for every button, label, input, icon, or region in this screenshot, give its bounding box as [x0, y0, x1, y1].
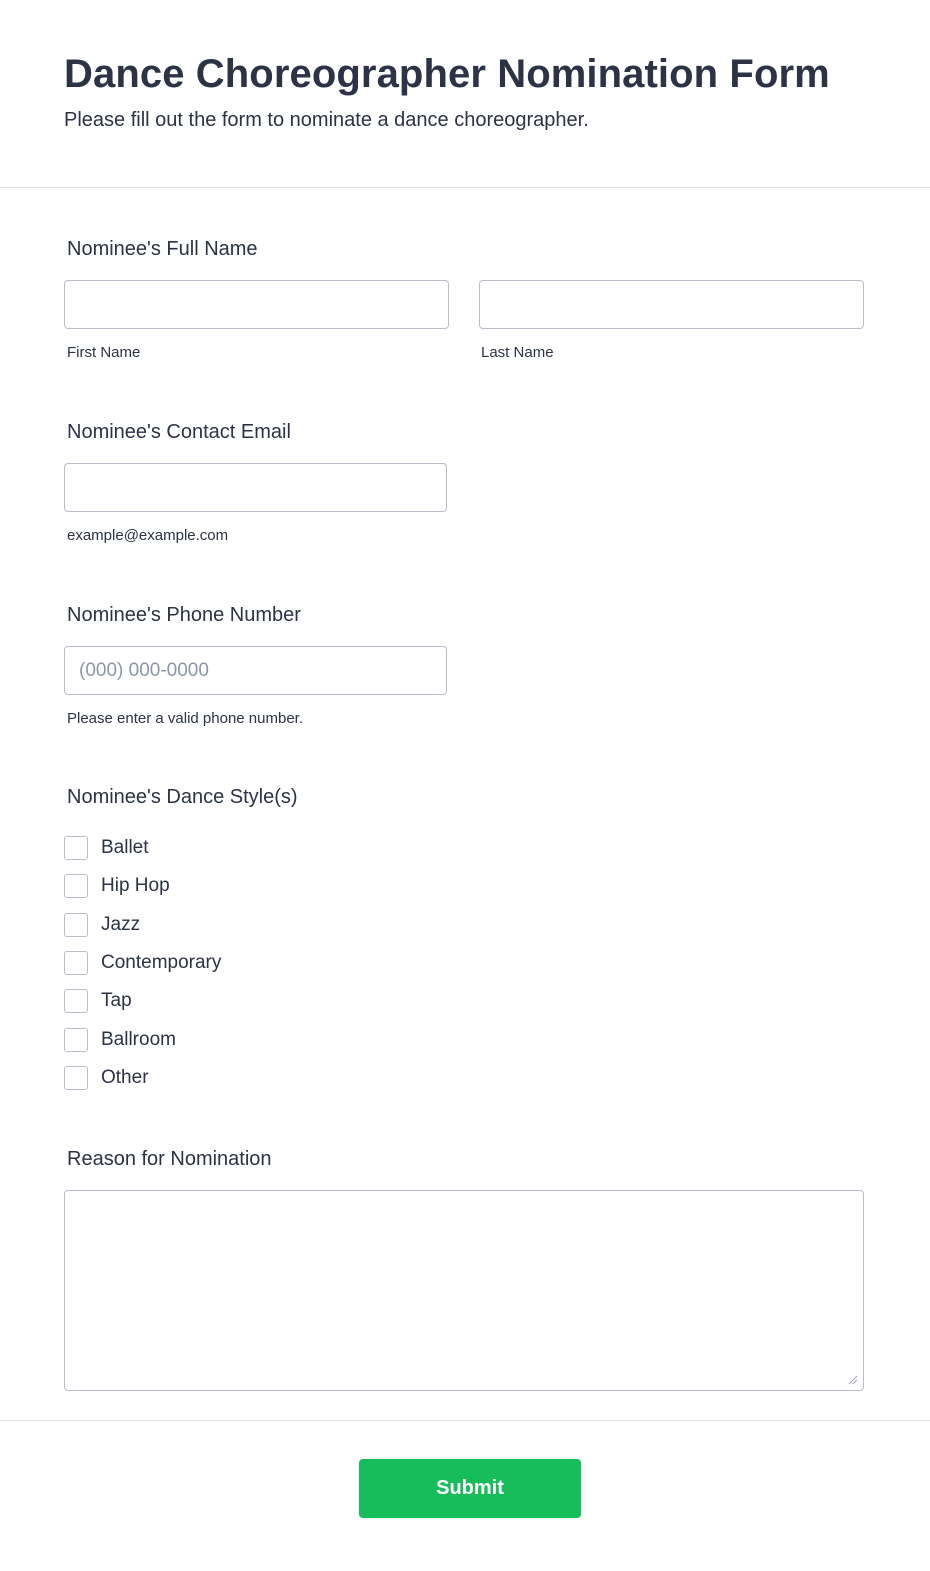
checkbox[interactable] [64, 989, 88, 1013]
first-name-input[interactable] [64, 280, 449, 329]
checkbox-option-tap[interactable] [64, 982, 464, 1020]
checkbox-label: Jazz [101, 913, 141, 935]
checkbox-label: Hip Hop [101, 875, 170, 897]
checkbox[interactable] [64, 1028, 88, 1052]
email-input[interactable] [64, 463, 447, 512]
last-name-input[interactable] [479, 280, 864, 329]
checkbox-option-ballroom[interactable] [64, 1020, 464, 1058]
checkbox-label: Ballet [101, 837, 149, 859]
email-sublabel: example@example.com [67, 527, 229, 544]
checkbox-option-other[interactable] [64, 1059, 464, 1097]
checkbox-option-contemporary[interactable] [64, 944, 464, 982]
checkbox[interactable] [64, 913, 88, 937]
checkbox-option-jazz[interactable] [64, 906, 464, 944]
full-name-label: Nominee's Full Name [67, 238, 258, 260]
checkbox-label: Other [101, 1066, 149, 1088]
checkbox-option-hip-hop[interactable] [64, 867, 464, 905]
phone-label: Nominee's Phone Number [67, 604, 301, 626]
checkbox[interactable] [64, 836, 88, 860]
checkbox-label: Contemporary [101, 952, 222, 974]
first-name-sublabel: First Name [67, 344, 141, 361]
email-label: Nominee's Contact Email [67, 421, 291, 443]
reason-label: Reason for Nomination [67, 1148, 272, 1170]
form-title: Dance Choreographer Nomination Form [64, 52, 830, 96]
phone-input[interactable] [64, 646, 447, 695]
checkbox[interactable] [64, 1066, 88, 1090]
checkbox-label: Tap [101, 990, 132, 1012]
checkbox[interactable] [64, 874, 88, 898]
checkbox-label: Ballroom [101, 1028, 176, 1050]
form-header [0, 0, 930, 188]
submit-button[interactable]: Submit [359, 1459, 581, 1518]
checkbox[interactable] [64, 951, 88, 975]
reason-textarea[interactable] [64, 1190, 864, 1391]
last-name-sublabel: Last Name [481, 344, 554, 361]
checkbox-option-ballet[interactable] [64, 829, 464, 867]
resize-handle-icon[interactable] [848, 1375, 858, 1385]
dance-styles-checkbox-list [64, 829, 464, 1097]
phone-sublabel: Please enter a valid phone number. [67, 710, 303, 727]
dance-styles-label: Nominee's Dance Style(s) [67, 786, 298, 808]
form-subtitle: Please fill out the form to nominate a dance choreographer. [64, 109, 589, 131]
